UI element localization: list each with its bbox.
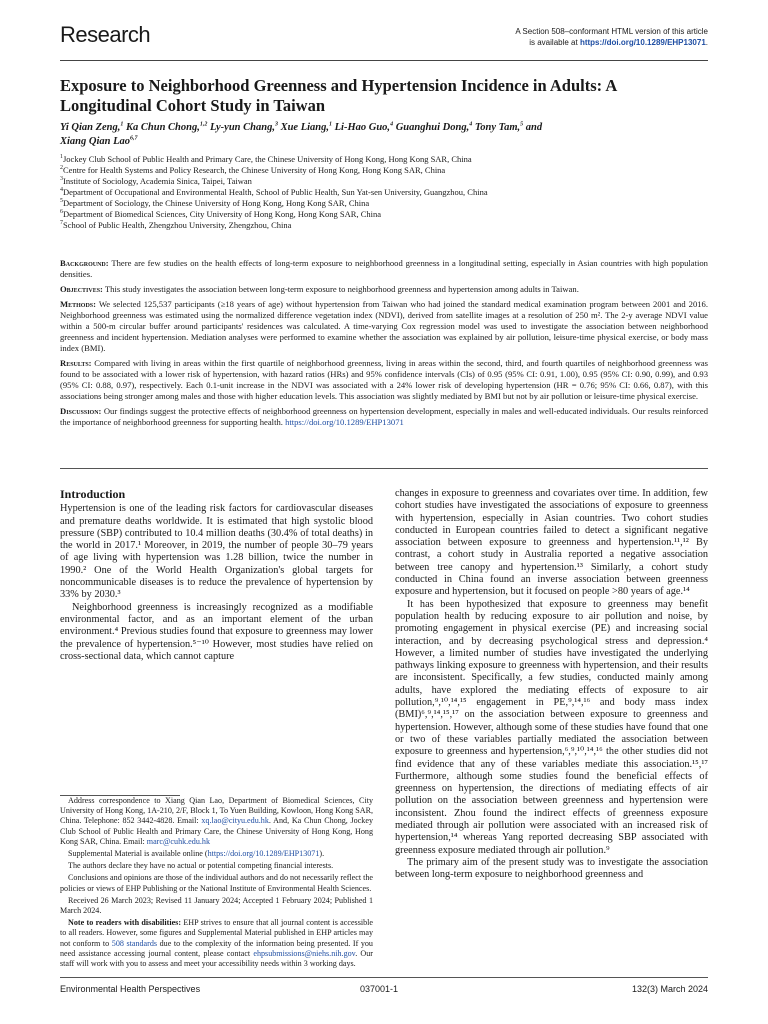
email-link-lao[interactable]: xq.lao@cityu.edu.hk xyxy=(201,816,269,826)
author: Ka Chun Chong,$^{1,2}$ xyxy=(126,121,208,133)
abstract-divider xyxy=(60,468,708,469)
dates-note: Received 26 March 2023; Revised 11 January 2024; Accepted 1 February 2024; Published 1 March 2024. xyxy=(60,895,373,916)
abstract-discussion: Discussion: Our findings suggest the protective effects of neighborhood greenness on hypertension development, especially in males and well-educated individuals. Our results reinforced the importance of neighborhood greenness for supporting health. https://doi.org/10.1289/EHP13071 xyxy=(60,406,709,427)
author: Xiang Qian Lao$^{6,7}$ xyxy=(60,135,138,147)
html-version-note-line1: A Section 508–conformant HTML version of this article xyxy=(515,27,708,36)
affiliation: $^2$Centre for Health Systems and Policy Research, the Chinese University of Hong Kong, Hong Kong SAR, China xyxy=(60,165,446,175)
supplemental-doi-link[interactable]: https://doi.org/10.1289/EHP13071 xyxy=(207,849,320,859)
page-number: 037001-1 xyxy=(360,984,399,994)
html-version-note xyxy=(448,26,708,48)
accessibility-note: Note to readers with disabilities: EHP strives to ensure that all journal content is accessible to all readers. However, some figures and Supplemental Material published in EHP articles may not conform to 508 standards due to the complexity of the information being presented. If you need assistance accessing journal content, please contact ehpsubmissions@niehs.nih.gov. Our staff will work with you to assess and meet your accessibility needs within 3 working days. xyxy=(60,918,373,969)
section-heading-introduction: Introduction xyxy=(60,487,126,501)
author-conjunction: and xyxy=(525,122,543,133)
html-version-note-suffix: . xyxy=(705,38,708,47)
abstract-results: Results: Compared with living in areas within the first quartile of neighborhood greenness, living in areas within the second, third, and fourth quartiles of neighborhood greenness was found to be associated with a lower risk of hypertension, with hazard ratios (HRs) and 95% confidence intervals (CIs) of 0.95 (95% CI: 0.91, 1.00), 0.95 (95% CI: 0.90, 0.99), and 0.93 (95% CI: 0.88, 0.97), respectively. Each 0.1-unit increase in the NDVI was associated with a 24% lower risk of developing hypertension (HR = 0.76; 95% CI: 0.66, 0.87), with this associations being stronger among males and those with higher education levels. This association was slightly mediated by BMI but not by air pollution or leisure-time physical exercise. xyxy=(60,358,708,401)
footnotes xyxy=(60,796,373,971)
author: Guanghui Dong,$^4$ xyxy=(395,121,473,133)
issue-info: 132(3) March 2024 xyxy=(631,984,708,994)
author: Ly-yun Chang,$^3$ xyxy=(209,121,278,133)
header-divider xyxy=(60,60,708,61)
html-version-note-prefix: is available at xyxy=(529,38,580,47)
correspondence-note: Address correspondence to Xiang Qian Lao, Department of Biomedical Sciences, City University of Hong Kong, 1A-210, 2/F, Block 1, To Yuen Building, Kowloon, Hong Kong SAR, China. Telephone: 852 3442-4828. Email: xq.lao@cityu.edu.hk. And, Ka Chun Chong, Jockey Club School of Public Health and Primary Care, the Chinese University of Hong Kong, Hong Kong SAR, China. Email: marc@cuhk.edu.hk xyxy=(60,796,373,846)
email-link-chong[interactable]: marc@cuhk.edu.hk xyxy=(146,836,210,846)
paragraph: Hypertension is one of the leading risk factors for cardiovascular diseases and premature deaths worldwide. It is estimated that high systolic blood pressure (SBP) contributed to 10.4 million deaths (30.4% of total deaths) in the world in 2017.¹ Moreover, in 2019, the number of people 30–79 years of age living with hypertension was 1.28 billion, twice the number in 1990.² One of the World Health Organization's global targets for noncommunicable diseases is to reduce the prevalence of hypertension by 33% by 2030.³ xyxy=(60,503,373,601)
supplemental-note: Supplemental Material is available online (https://doi.org/10.1289/EHP13071). xyxy=(68,849,325,859)
affiliation: $^1$Jockey Club School of Public Health and Primary Care, the Chinese University of Hong Kong, Hong Kong SAR, China xyxy=(60,154,472,164)
author: Xue Liang,$^1$ xyxy=(280,121,333,133)
affiliation: $^4$Department of Occupational and Environmental Health, School of Public Health, Sun Yat-sen University, Guangzhou, China xyxy=(60,187,488,197)
competing-interests-note: The authors declare they have no actual or potential competing financial interests. xyxy=(68,861,334,871)
affiliation: $^3$Institute of Sociology, Academia Sinica, Taipei, Taiwan xyxy=(60,176,252,186)
abstract-objectives: Objectives: This study investigates the association between long-term exposure to neighborhood greenness and hypertension among adults in Taiwan. xyxy=(60,284,579,294)
body-column-right xyxy=(395,488,708,882)
article-title: Exposure to Neighborhood Greenness and Hypertension Incidence in Adults: A Longitudinal Cohort Study in Taiwan xyxy=(60,76,617,115)
paragraph: It has been hypothesized that exposure to greenness may benefit population health by reducing exposure to air pollution and noise, by promoting engagement in physical exercise (PE) and increasing social interaction, and by decreasing psychological stress and depression.⁴ However, a limited number of studies have investigated the underlying pathways linking exposure to greenness with hypertension, and their results are inconsistent. Specifically, a few studies, conducted mainly among adults, have explored the mediating effects of exposure to air pollution,⁹,¹⁰,¹⁴,¹⁵ engagement in PE,⁹,¹⁴,¹⁶ and body mass index (BMI)⁶,⁹,¹⁴,¹⁵,¹⁷ on the association between exposure to greenness and hypertension. However, although some of these studies have found that one or two of these variables partially mediated the association between exposure to greenness and hypertension,⁶,⁹,¹⁰,¹⁴,¹⁶ the other studies did not find evidence that any of these variables mediate this association.¹⁵,¹⁷ Furthermore, although some studies found the beneficial effects of greenness on hypertension, the directions of mediating effects of air pollution on the association between greenness and hypertension were inconsistent. Zhou found the indirect effects of greenness exposure mediated through air pollution were associated with an increased risk of hypertension,¹⁴ whereas Yang reported decreasing SBP associated with greenness exposure mediated through air pollution.⁹ xyxy=(395,598,708,856)
affiliation: $^7$School of Public Health, Zhengzhou University, Zhengzhou, China xyxy=(60,220,292,230)
section-label: Research xyxy=(60,22,151,47)
affiliation-list xyxy=(60,154,710,231)
abstract-background: Background: There are few studies on the health effects of long-term exposure to neighborhood greenness in a longitudinal setting, especially in Asian countries with high population densities. xyxy=(60,258,708,279)
author-list xyxy=(60,121,710,149)
abstract-doi-link[interactable]: https://doi.org/10.1289/EHP13071 xyxy=(285,417,404,427)
footer-divider xyxy=(60,977,708,978)
author: Yi Qian Zeng,$^1$ xyxy=(60,121,124,133)
journal-name: Environmental Health Perspectives xyxy=(60,984,201,994)
abstract-methods: Methods: We selected 125,537 participants (≥18 years of age) without hypertension from Taiwan who had joined the standard medical examination program between 2001 and 2016. Neighborhood greenness was estimated using the normalized difference vegetation index (NDVI), derived from satellite images at a resolution of 250 m². The 2-y average NDVI value within a 500-m circular buffer around participants' residences was calculated. A time-varying Cox regression model was used to investigate the association between neighborhood greenness and incident hypertension. Mediation analyses were performed to examine whether the association was explained by air pollution, leisure-time physical exercise, or body mass index (BMI). xyxy=(60,299,708,353)
affiliation: $^5$Department of Sociology, the Chinese University of Hong Kong, Hong Kong SAR, China xyxy=(60,198,370,208)
508-standards-link[interactable]: 508 standards xyxy=(111,938,158,948)
ehp-submissions-email-link[interactable]: ehpsubmissions@niehs.nih.gov xyxy=(253,948,356,958)
affiliation: $^6$Department of Biomedical Sciences, City University of Hong Kong, Hong Kong SAR, China xyxy=(60,209,381,219)
abstract xyxy=(60,258,708,432)
body-column-left xyxy=(60,488,373,663)
paragraph: changes in exposure to greenness and covariates over time. In addition, few cohort studies have investigated the associations of exposure to greenness with hypertension, especially in Asian countries. Two cohort studies conducted in European countries failed to detect a significant negative association between exposure to greenness and hypertension.¹¹,¹² By contrast, a cohort study in Australia reported a negative association between tree canopy and hypertension.¹³ Similarly, a cohort study conducted in China found an inverse association between greenness exposure and hypertension, but it focused on people >80 years of age.¹⁴ xyxy=(395,488,708,598)
author: Li-Hao Guo,$^4$ xyxy=(334,121,394,133)
paragraph: Neighborhood greenness is increasingly recognized as a modifiable environmental factor, and as an important element of the urban environment.⁴ Previous studies found that exposure to greenness may lower the prevalence of hypertension.⁵⁻¹⁰ However, most studies have relied on cross-sectional data, which cannot capture xyxy=(60,601,373,662)
article-doi-link[interactable]: https://doi.org/10.1289/EHP13071 xyxy=(579,38,706,47)
disclaimer-note: Conclusions and opinions are those of the individual authors and do not necessarily reflect the policies or views of EHP Publishing or the National Institute of Environmental Health Sciences. xyxy=(60,873,373,893)
paragraph: The primary aim of the present study was to investigate the association between long-term exposure to neighborhood greenness and xyxy=(395,856,708,881)
author: Tony Tam,$^5$ xyxy=(474,121,524,133)
